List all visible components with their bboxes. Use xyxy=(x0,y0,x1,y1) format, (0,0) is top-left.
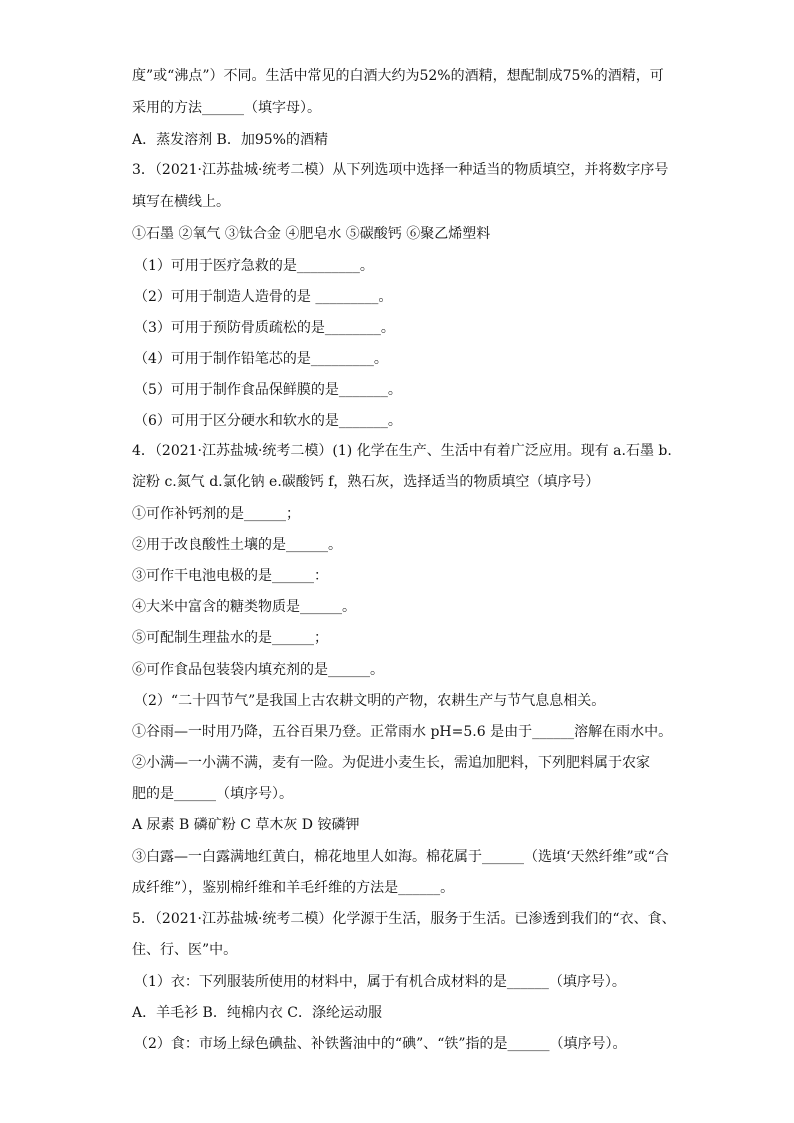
question-3-item: （6）可用于区分硬水和软水的是_______。 xyxy=(134,413,402,429)
text-line: ①谷雨—一时用乃降，五谷百果乃登。正常雨水 pH=5.6 是由于______溶解在雨水中。 xyxy=(132,724,673,740)
text-line: ③白露—一白露满地红黄白，棉花地里人如海。棉花属于______（选填‘天然纤维”或“合 xyxy=(132,849,669,865)
question-5-item: （1）衣：下列服装所使用的材料中，属于有机合成材料的是______（填序号）。 xyxy=(134,974,626,990)
text-line: 填写在横线上。 xyxy=(132,194,230,210)
question-4-item: ⑤可配制生理盐水的是______； xyxy=(132,630,328,646)
question-5-stem: 5．（2021·江苏盐城·统考二模）化学源于生活，服务于生活。已渗透到我们的“衣、食、 xyxy=(132,911,676,927)
question-4-item: ④大米中富含的糖类物质是______。 xyxy=(132,599,356,615)
question-5-item: （2）食：市场上绿色碘盐、补铁酱油中的“碘”、“铁”指的是______（填序号）。 xyxy=(134,1036,627,1052)
question-4-part-2: （2）“二十四节气”是我国上古农耕文明的产物，农耕生产与节气息息相关。 xyxy=(134,693,606,709)
question-4-stem: 4．（2021·江苏盐城·统考二模）(1) 化学在生产、生活中有着广泛应用。现有 a.石墨 b. xyxy=(132,443,672,459)
question-3-item: （4）可用于制作铅笔芯的是_________。 xyxy=(134,351,388,367)
text-line: 肥的是______（填序号）。 xyxy=(132,786,293,802)
text-line: 成纤维”），鉴别棉纤维和羊毛纤维的方法是______。 xyxy=(132,880,455,896)
question-3-item: （1）可用于医疗急救的是_________。 xyxy=(134,258,374,274)
question-4-item: ①可作补钙剂的是______； xyxy=(132,506,300,522)
text-line: 采用的方法______（填字母）。 xyxy=(132,100,321,116)
text-line: 住、行、医”中。 xyxy=(132,942,238,958)
text-line: ②小满—一小满不满，麦有一险。为促进小麦生长，需追加肥料，下列肥料属于农家 xyxy=(132,755,650,771)
question-3-stem: 3．（2021·江苏盐城·统考二模）从下列选项中选择一种适当的物质填空，并将数字序号 xyxy=(132,162,669,178)
text-line: 淀粉 c.氮气 d.氯化钠 e.碳酸钙 f，熟石灰，选择适当的物质填空（填序号） xyxy=(132,474,600,490)
text-line: A．蒸发溶剂 B．加95%的酒精 xyxy=(132,132,328,148)
question-3-item: （3）可用于预防骨质疏松的是________。 xyxy=(134,320,395,336)
answer-options: A 尿素 B 磷矿粉 C 草木灰 D 铵磷钾 xyxy=(132,817,360,833)
question-4-item: ③可作干电池电极的是______： xyxy=(132,568,328,584)
question-4-item: ②用于改良酸性土壤的是______。 xyxy=(132,537,342,553)
text-line: 度”或“沸点”）不同。生活中常见的白酒大约为52%的酒精，想配制成75%的酒精，可 xyxy=(132,68,664,84)
question-3-item: （2）可用于制造人造骨的是 _________。 xyxy=(134,289,393,305)
question-3-item: （5）可用于制作食品保鲜膜的是_______。 xyxy=(134,382,402,398)
question-3-options: ①石墨 ②氧气 ③钛合金 ④肥皂水 ⑤碳酸钙 ⑥聚乙烯塑料 xyxy=(132,226,491,242)
answer-options: A．羊毛衫 B．纯棉内衣 C．涤纶运动服 xyxy=(132,1005,383,1021)
question-4-item: ⑥可作食品包装袋内填充剂的是______。 xyxy=(132,662,384,678)
